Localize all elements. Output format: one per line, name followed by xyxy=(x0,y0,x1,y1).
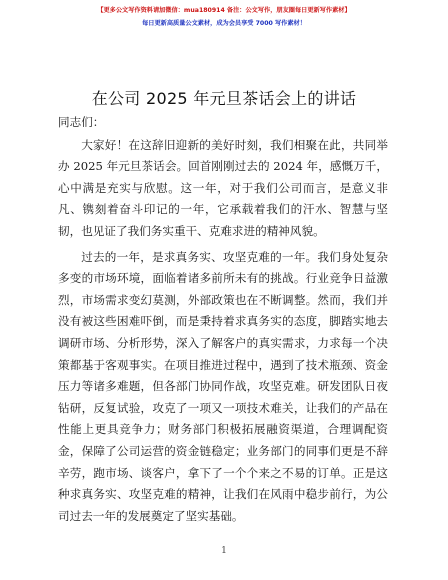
promo-banner xyxy=(0,4,448,30)
page-number: 1 xyxy=(221,546,227,556)
paragraph-2: 过去的一年，是求真务实、攻坚克难的一年。我们身处复杂多变的市场环境，面临着诸多前所未有的挑战。行业竞争日益激烈，市场需求变幻莫测，外部政策也在不断调整。然而，我们并没有被这些困难吓倒，而是秉持着求真务实的态度，脚踏实地去调研市场、分析形势，深入了解客户的真实需求，力求每一个决策都基于客观事实。在项目推进过程中，遇到了技术瓶颈、资金压力等诸多难题，但各部门协同作战，攻坚克难。研发团队日夜钻研，反复试验，攻克了一项又一项技术难关，让我们的产品在性能上更具竞争力；财务部门积极拓展融资渠道，合理调配资金，保障了公司运营的资金链稳定；业务部门的同事们更是不辞辛劳，跑市场、谈客户，拿下了一个个来之不易的订单。正是这种求真务实、攻坚克难的精神，让我们在风雨中稳步前行，为公司过去一年的发展奠定了坚实基础。 xyxy=(58,249,388,523)
paragraph-1: 大家好！在这辞旧迎新的美好时刻，我们相聚在此，共同举办 2025 年元旦茶话会。回首刚刚过去的 2024 年，感慨万千，心中满是充实与欣慰。这一年，对于我们公司而言，是意义非凡、镌刻着奋斗印记的一年，它承载着我们的汗水、智慧与坚韧，也见证了我们务实重干、克难求进的精神风貌。 xyxy=(58,137,388,238)
promo-banner-line-1: 【更多公文写作资料请加微信：mua180914 备注：公文写作，朋友圈每日更新写作素材】 xyxy=(97,7,351,14)
promo-banner-line-2: 每日更新高质量公文素材，成为会员享受 7000 写作素材！ xyxy=(142,20,306,27)
document-body xyxy=(58,112,388,531)
document-title: 在公司 2025 年元旦茶话会上的讲话 xyxy=(91,89,357,108)
salutation: 同志们： xyxy=(58,115,105,129)
